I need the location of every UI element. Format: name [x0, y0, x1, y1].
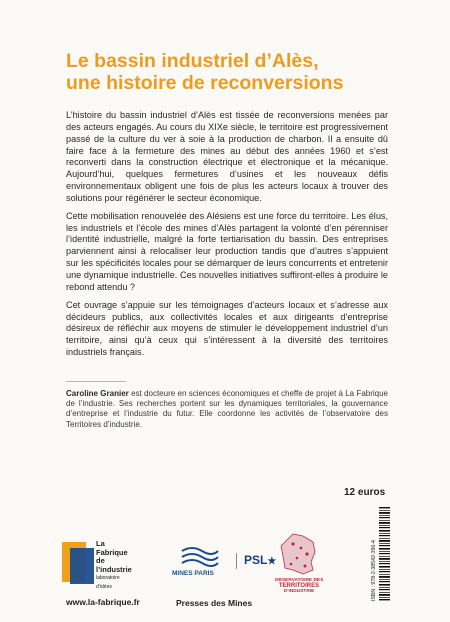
summary-paragraph-1: L’histoire du bassin industriel d’Alès est tissée de reconversions menées par des acteurs engagés. Au cours du XIXe siècle, le territoire est progressivement passé de la culture du ver à soie à la production de charbon. Il a ensuite dû faire face à la fermeture des mines au début des années 1960 et s’est reconverti dans la construction électrique et électronique et la mécanique. Aujourd’hui, quelques fermetures d’usines et les nouveaux défis environnementaux obligent une fois de plus les acteurs locaux à trouver des solutions pour régénérer le secteur économique. — [66, 110, 388, 203]
fabrique-logo — [62, 536, 132, 590]
observatoire-logo — [268, 530, 328, 608]
mines-paris-label: MINES PARIS — [172, 570, 214, 577]
isbn-text: ISBN : 978-2-38542-396-4 — [371, 540, 377, 601]
fabrique-logo-text: La Fabrique de l’industrie laboratoire d’idées — [96, 539, 132, 590]
observatoire-label: OBSERVATOIRE DES TERRITOIRES D’INDUSTRIE — [274, 578, 324, 595]
fabrique-logo-blue-square — [70, 548, 94, 584]
publisher-name: Presses des Mines — [176, 598, 253, 608]
barcode-bars — [379, 507, 390, 600]
france-map-icon — [279, 532, 319, 576]
author-bio-text: est docteure en sciences économiques et cheffe de projet à La Fabrique de l’industrie. Ses recherches portent sur les dynamiques territoriales, la gouvernance d’entreprise et l’industrie du futur. Elle coordonne les activités de l’observatoire des Territoires d’industrie. — [66, 389, 389, 429]
title-line-1: Le bassin industriel d’Alès, — [66, 50, 319, 72]
divider — [66, 381, 126, 382]
book-title — [66, 50, 406, 94]
psl-logo: PSL★ — [244, 553, 277, 567]
isbn-barcode — [370, 505, 390, 603]
author-name: Caroline Granier — [66, 389, 129, 398]
summary-paragraph-3: Cet ouvrage s’appuie sur les témoignages d’acteurs locaux et s’adresse aux décideurs publics, aux collectivités locales et aux dirigeants d’entreprise désireux de réfléchir aux moyens de stimuler le développement industriel d’un territoire, ainsi qu’à ceux qui s’intéressent à la diversité des territoires industriels français. — [66, 299, 388, 358]
logo-separator — [236, 553, 237, 569]
star-icon: ★ — [267, 556, 277, 567]
fabrique-url-link[interactable]: www.la-fabrique.fr — [66, 597, 140, 607]
author-bio — [66, 389, 388, 430]
mines-paris-logo — [172, 545, 232, 583]
summary-paragraph-2: Cette mobilisation renouvelée des Alésiens est une force du territoire. Les élus, les industriels et l’école des mines d’Alès partagent la volonté d’en pérenniser l’identité industrielle, malgré la forte tertiarisation du bassin. Des entreprises parviennent ainsi à relocaliser leur production tandis que d’autres s’appuient sur les spécificités locales pour se démarquer de leurs concurrents et entretenir une dynamique industrielle. Ces nouvelles initiatives suffiront-elles à produire le rebond attendu ? — [66, 210, 388, 292]
title-line-2: une histoire de reconversions — [66, 72, 344, 94]
price: 12 euros — [344, 487, 386, 498]
back-cover-summary — [66, 110, 388, 365]
mines-waves-icon — [180, 545, 220, 567]
